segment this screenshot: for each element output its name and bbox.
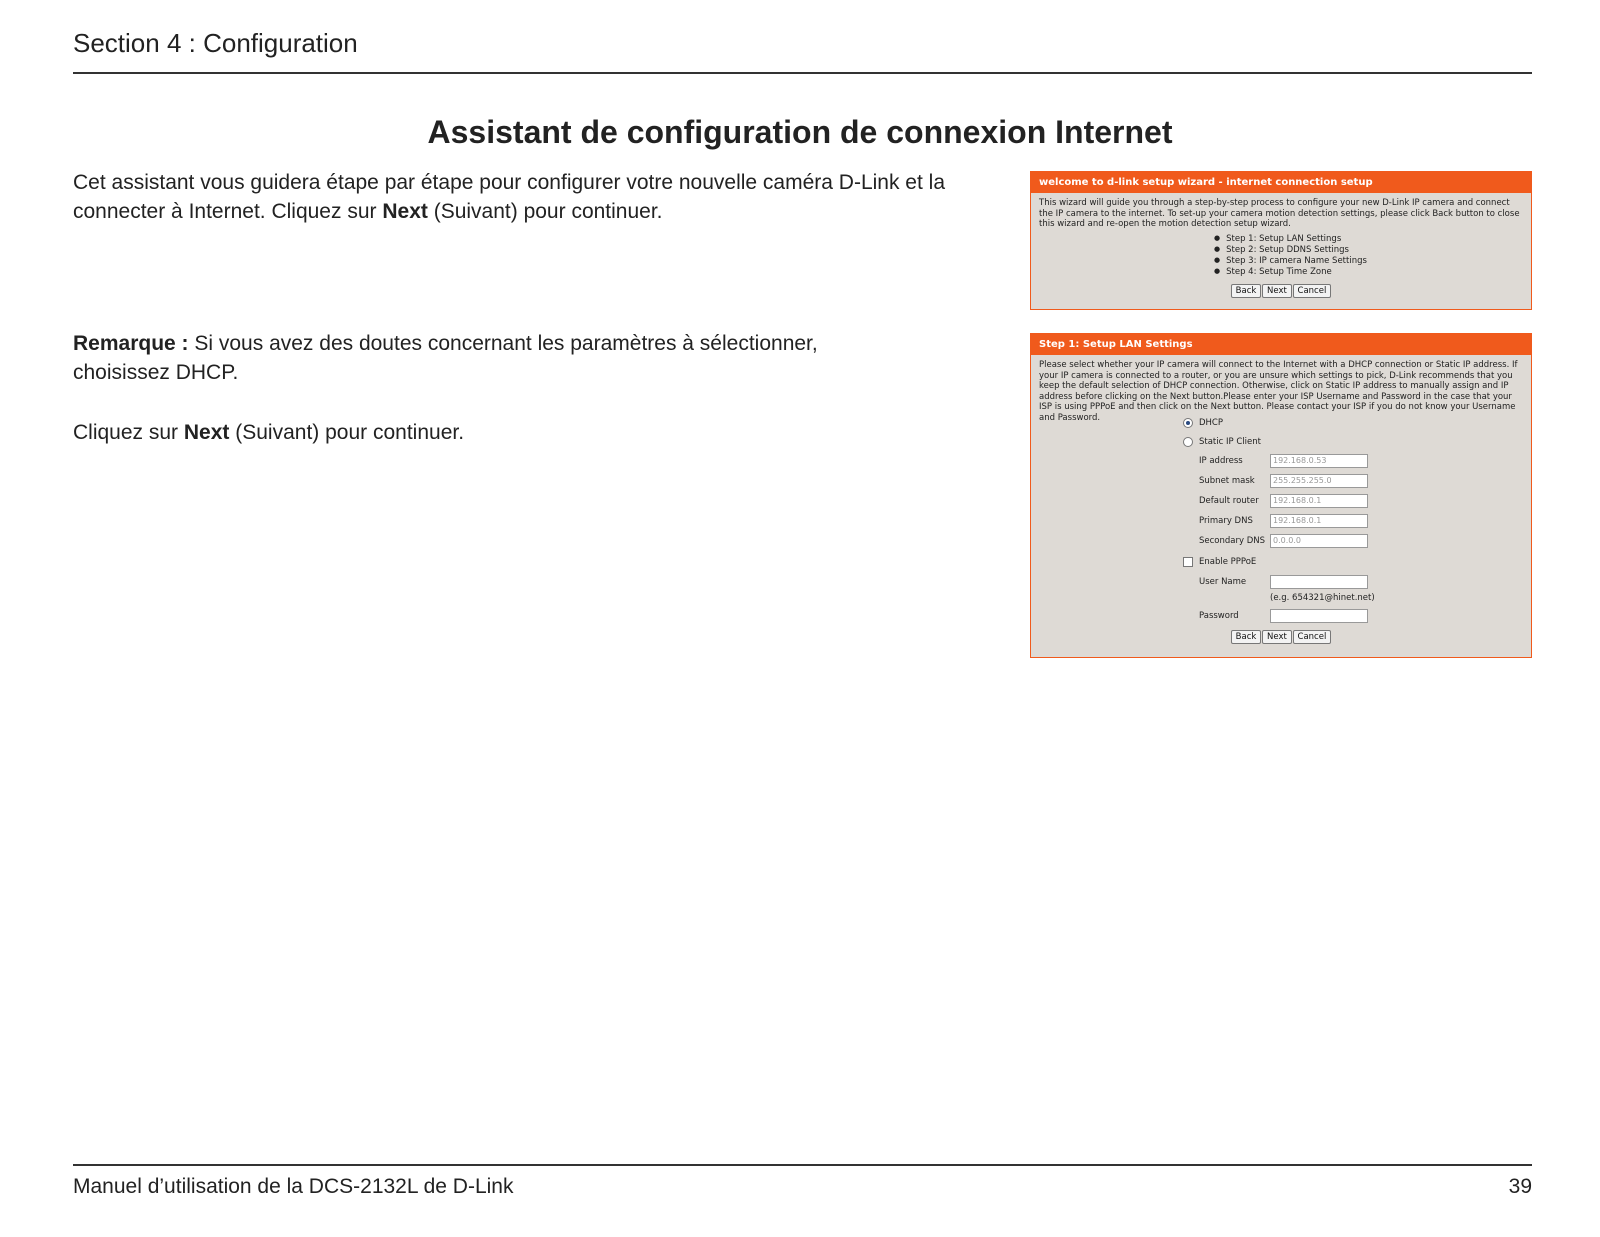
dhcp-label: DHCP xyxy=(1199,418,1223,428)
primary-dns-input[interactable]: 192.168.0.1 xyxy=(1270,514,1368,528)
cancel-button[interactable]: Cancel xyxy=(1293,284,1332,298)
secondary-dns-label: Secondary DNS xyxy=(1199,536,1266,546)
subnet-mask-label: Subnet mask xyxy=(1199,476,1255,486)
intro-text-end: (Suivant) pour continuer. xyxy=(427,200,663,223)
pppoe-label: Enable PPPoE xyxy=(1199,557,1257,567)
page-title: Assistant de configuration de connexion Internet xyxy=(427,114,1173,150)
default-router-input[interactable]: 192.168.0.1 xyxy=(1270,494,1368,508)
wizard-panel-description: This wizard will guide you through a step-by-step process to configure your new D-Link IP camera and connect the IP camera to the internet. To set-up your camera motion detection settings, please click Back button to close this wizard and re-open the motion detection setup wizard. xyxy=(1039,198,1520,229)
username-hint: (e.g. 654321@hinet.net) xyxy=(1270,593,1375,603)
static-ip-option[interactable] xyxy=(1183,436,1261,448)
list-item: ● Step 1: Setup LAN Settings xyxy=(1214,234,1531,245)
username-label: User Name xyxy=(1199,577,1247,587)
wizard-panel-title: welcome to d-link setup wizard - internet connection setup xyxy=(1031,172,1531,193)
password-input[interactable] xyxy=(1270,609,1368,623)
back-button[interactable]: Back xyxy=(1231,630,1262,644)
intro-text: Cet assistant vous guidera étape par étape pour configurer votre nouvelle caméra D-Link et la connecter à Internet. Cliquez sur xyxy=(73,171,945,223)
next-button[interactable]: Next xyxy=(1262,284,1292,298)
intro-paragraph xyxy=(73,168,1018,226)
lan-panel-title: Step 1: Setup LAN Settings xyxy=(1031,334,1531,355)
password-label: Password xyxy=(1199,611,1239,621)
next-text-end: (Suivant) pour continuer. xyxy=(229,421,465,444)
pppoe-checkbox[interactable] xyxy=(1183,557,1193,567)
static-ip-label: Static IP Client xyxy=(1199,437,1261,447)
section-header: Section 4 : Configuration xyxy=(73,28,358,58)
note-label: Remarque : xyxy=(73,332,189,355)
next-button[interactable]: Next xyxy=(1262,630,1292,644)
next-bold: Next xyxy=(183,421,230,444)
dhcp-radio[interactable] xyxy=(1183,418,1193,428)
dhcp-option[interactable] xyxy=(1183,417,1223,429)
lan-settings-panel xyxy=(1030,333,1532,658)
list-item: ● Step 2: Setup DDNS Settings xyxy=(1214,245,1531,256)
static-ip-radio[interactable] xyxy=(1183,437,1193,447)
footer-rule xyxy=(73,1164,1532,1166)
lan-panel-description: Please select whether your IP camera will connect to the Internet with a DHCP connection or Static IP address. If your IP camera is connected to a router, or you are unsure which settings to pick, D-Link recommends that you keep the default selection of DHCP connection. Otherwise, click on Static IP address to manually assign and IP address before clicking on the Next button.Please enter your ISP Username and Password in the case that your ISP is using PPPoE and then click on the Next button. Please contact your ISP if you do not know your Username and Password. xyxy=(1039,360,1518,423)
ip-address-label: IP address xyxy=(1199,456,1243,466)
cancel-button[interactable]: Cancel xyxy=(1293,630,1332,644)
note-paragraph xyxy=(73,329,893,387)
primary-dns-label: Primary DNS xyxy=(1199,516,1253,526)
header-rule xyxy=(73,72,1532,74)
username-input[interactable] xyxy=(1270,575,1368,589)
next-paragraph xyxy=(73,418,1018,447)
wizard-welcome-panel xyxy=(1030,171,1532,310)
pppoe-option[interactable] xyxy=(1183,556,1256,568)
note-text: Si vous avez des doutes concernant les paramètres à sélectionner, choisissez DHCP. xyxy=(73,332,818,384)
list-item: ● Step 3: IP camera Name Settings xyxy=(1214,256,1531,267)
wizard-button-row xyxy=(1031,284,1531,298)
back-button[interactable]: Back xyxy=(1231,284,1262,298)
footer-manual-title: Manuel d’utilisation de la DCS-2132L de D-Link xyxy=(73,1175,514,1198)
next-text: Cliquez sur xyxy=(73,421,184,444)
list-item: ● Step 4: Setup Time Zone xyxy=(1214,267,1531,278)
subnet-mask-input[interactable]: 255.255.255.0 xyxy=(1270,474,1368,488)
intro-next-bold: Next xyxy=(382,200,428,223)
secondary-dns-input[interactable]: 0.0.0.0 xyxy=(1270,534,1368,548)
page-number: 39 xyxy=(1508,1175,1532,1198)
ip-address-input[interactable]: 192.168.0.53 xyxy=(1270,454,1368,468)
lan-button-row xyxy=(1031,630,1531,644)
default-router-label: Default router xyxy=(1199,496,1259,506)
wizard-steps-list xyxy=(1031,234,1531,278)
